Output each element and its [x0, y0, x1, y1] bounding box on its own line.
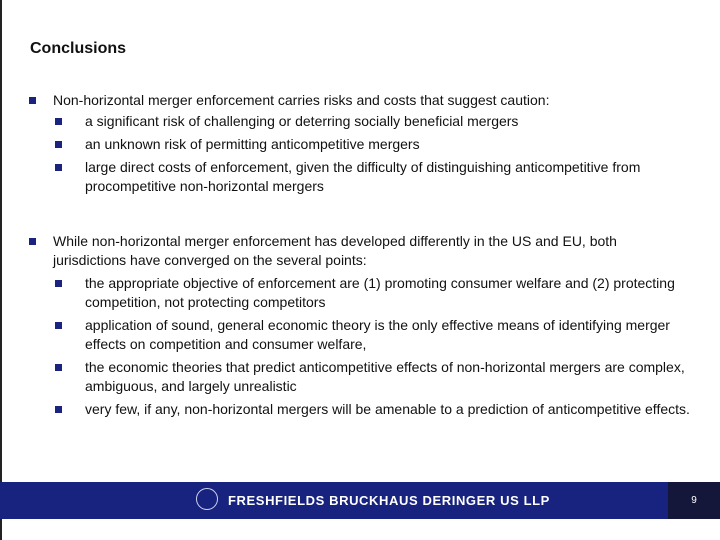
bullet-point: Non-horizontal merger enforcement carries risks and costs that suggest caution:: [53, 91, 693, 110]
left-border: [0, 0, 2, 540]
bullet-icon: [55, 322, 62, 329]
bullet-icon: [29, 97, 36, 104]
sub-bullet: application of sound, general economic theory is the only effective means of identifying merger effects on competition and consumer welfare,: [85, 316, 695, 354]
footer-bar: [0, 482, 668, 519]
bullet-icon: [55, 280, 62, 287]
page-number: 9: [668, 482, 720, 519]
bullet-icon: [55, 164, 62, 171]
bullet-icon: [55, 406, 62, 413]
sub-bullet: the economic theories that predict anticompetitive effects of non-horizontal mergers are complex, ambiguous, and largely unrealistic: [85, 358, 695, 396]
sub-bullet: the appropriate objective of enforcement are (1) promoting consumer welfare and (2) protecting competition, not protecting competitors: [85, 274, 695, 312]
firm-name: FRESHFIELDS BRUCKHAUS DERINGER US LLP: [228, 493, 550, 508]
bullet-icon: [55, 141, 62, 148]
sub-bullet: an unknown risk of permitting anticompetitive mergers: [85, 135, 695, 154]
bullet-icon: [55, 118, 62, 125]
firm-logo-icon: [196, 488, 218, 510]
page-title: Conclusions: [30, 40, 127, 57]
sub-bullet: a significant risk of challenging or deterring socially beneficial mergers: [85, 112, 695, 131]
bullet-point: While non-horizontal merger enforcement has developed differently in the US and EU, both jurisdictions have converged on the several points:: [53, 232, 693, 270]
sub-bullet: large direct costs of enforcement, given the difficulty of distinguishing anticompetitive from procompetitive non-horizontal mergers: [85, 158, 695, 196]
sub-bullet: very few, if any, non-horizontal mergers will be amenable to a prediction of anticompetitive effects.: [85, 400, 695, 419]
bullet-icon: [29, 238, 36, 245]
bullet-icon: [55, 364, 62, 371]
